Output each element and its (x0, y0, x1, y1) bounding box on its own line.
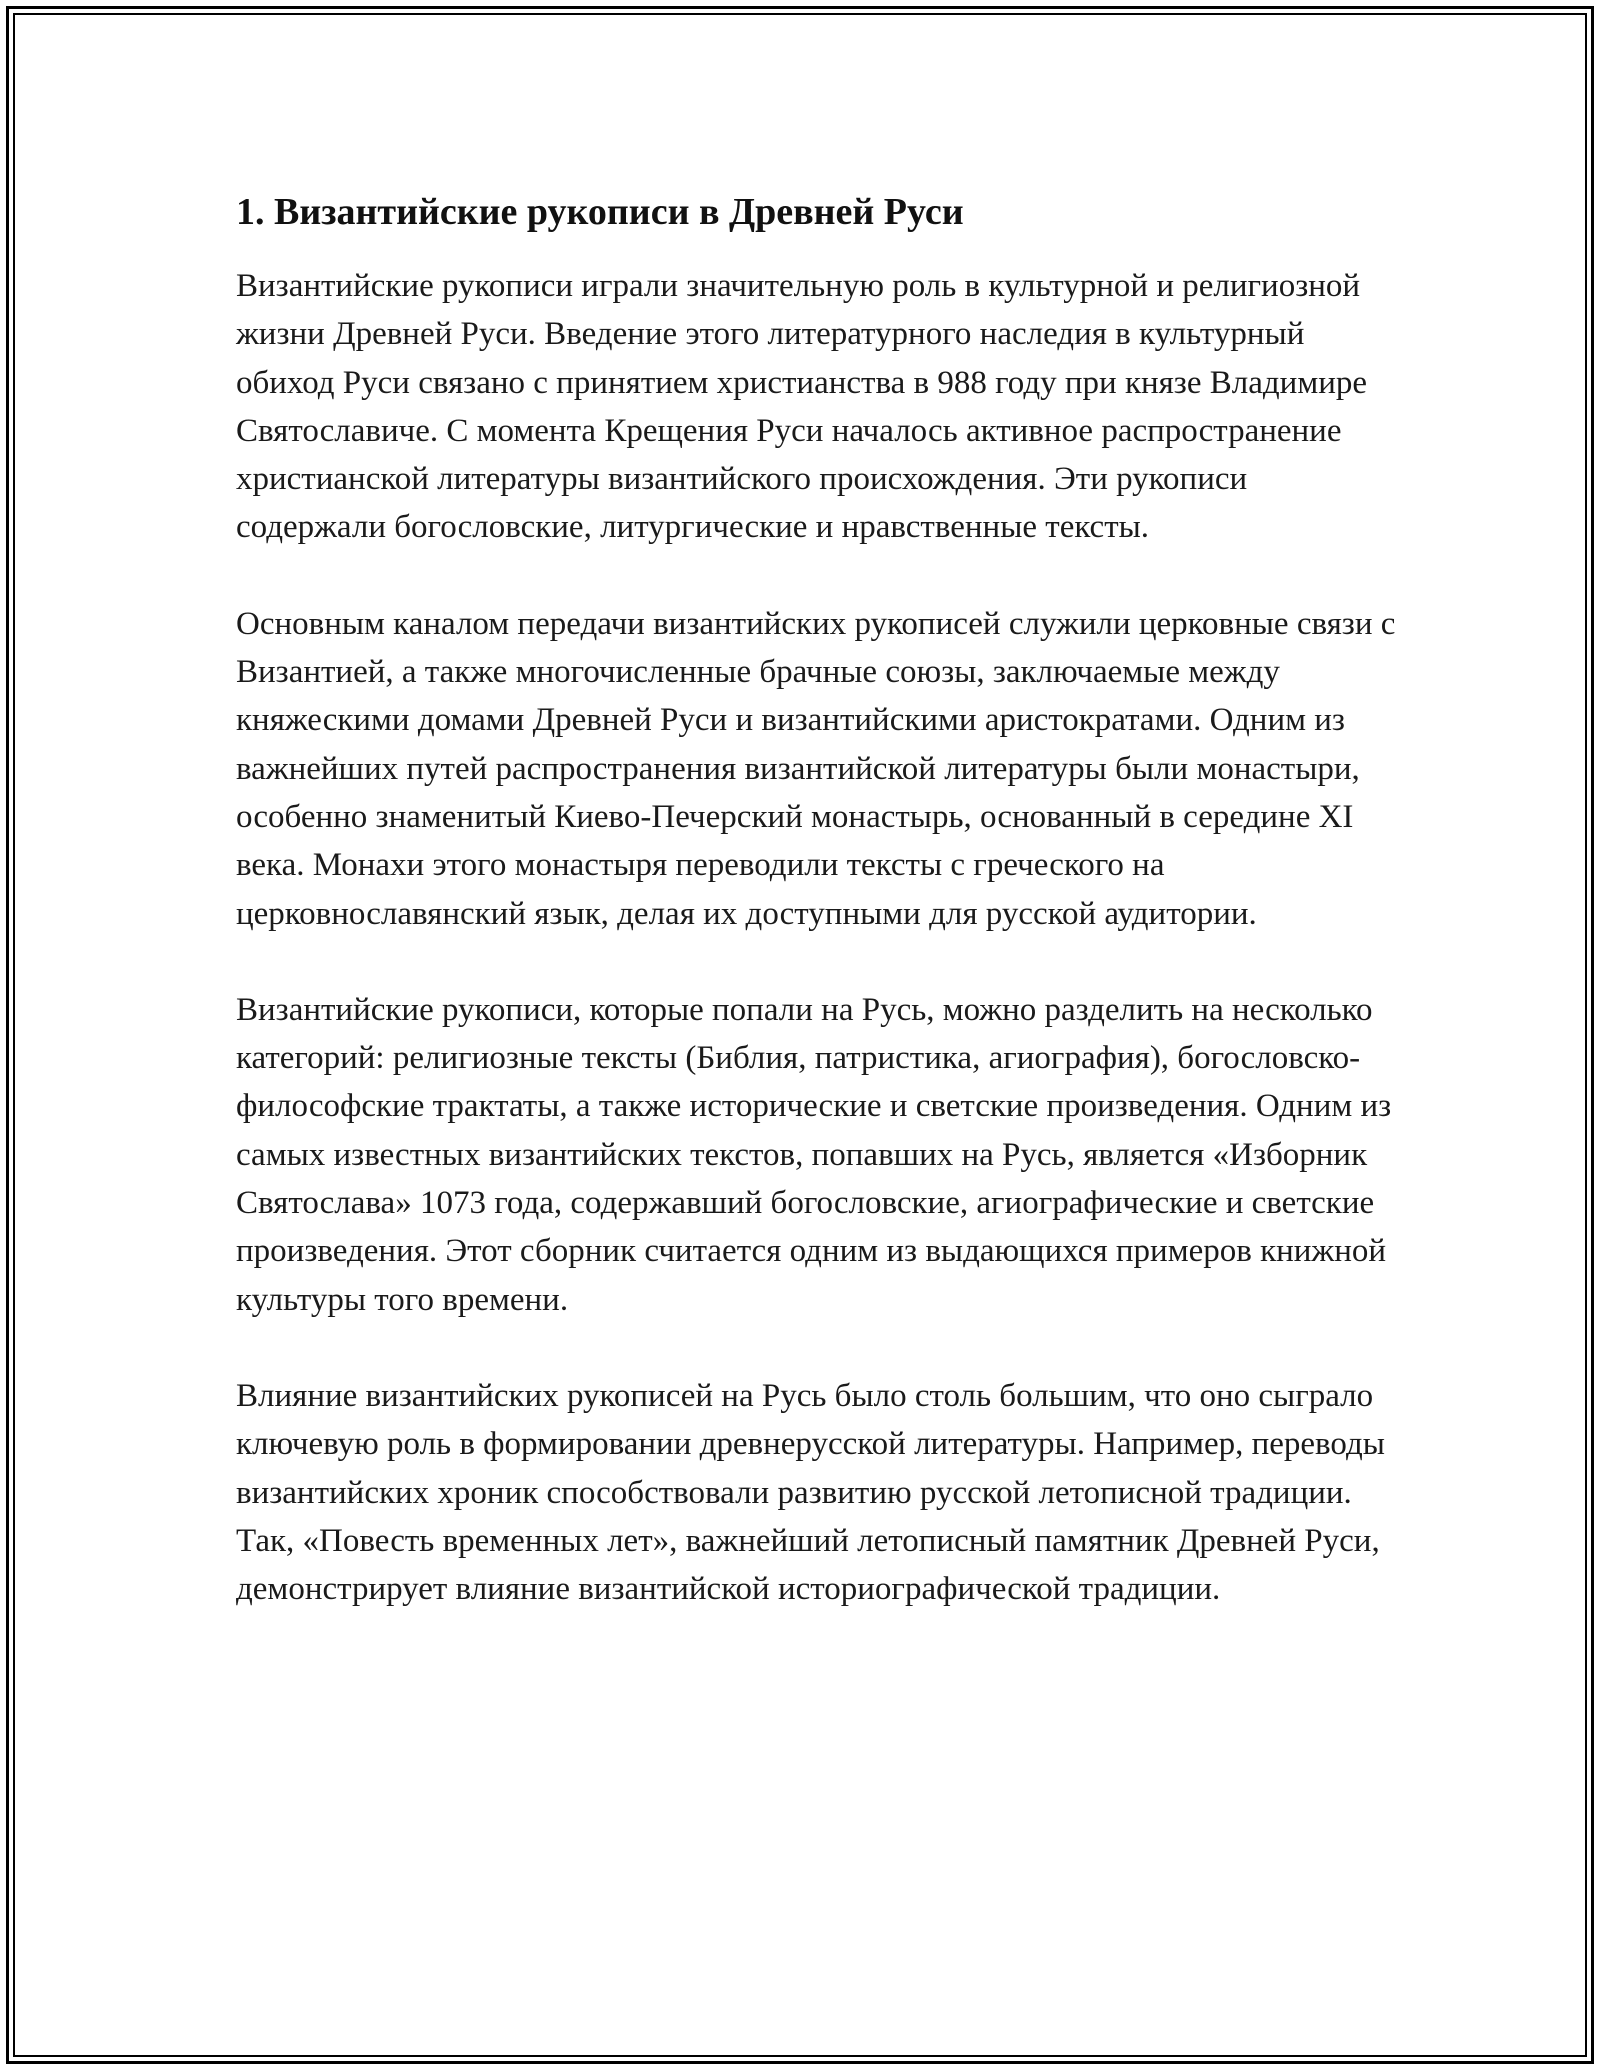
section-title: 1. Византийские рукописи в Древней Руси (236, 191, 964, 233)
document-body (236, 180, 1396, 1613)
paragraph-3: Византийские рукописи, которые попали на Русь, можно разделить на несколько категорий: религиозные тексты (Библия, патристика, агиография), богословско-философские трактаты, а также исторические и светские произведения. Одним из самых известных византийских текстов, попавших на Русь, является «Изборник Святослава» 1073 года, содержавший богословские, агиографические и светские произведения. Этот сборник считается одним из выдающихся примеров книжной культуры того времени. (236, 991, 1392, 1318)
paragraph-4: Влияние византийских рукописей на Русь было столь большим, что оно сыграло ключевую роль в формировании древнерусской литературы. Например, переводы византийских хроник способствовали развитию русской летописной традиции. Так, «Повесть временных лет», важнейший летописный памятник Древней Руси, демонстрирует влияние византийской историографической традиции. (236, 1377, 1385, 1608)
paragraph-1: Византийские рукописи играли значительную роль в культурной и религиозной жизни Древней Руси. Введение этого литературного наследия в культурный обиход Руси связано с принятием христианства в 988 году при князе Владимире Святославиче. С момента Крещения Руси началось активное распространение христианской литературы византийского происхождения. Эти рукописи содержали богословские, литургические и нравственные тексты. (236, 268, 1368, 546)
paragraph-2: Основным каналом передачи византийских рукописей служили церковные связи с Византией, а также многочисленные брачные союзы, заключаемые между княжескими домами Древней Руси и византийскими аристократами. Одним из важнейших путей распространения византийской литературы были монастыри, особенно знаменитый Киево-Печерский монастырь, основанный в середине XI века. Монахи этого монастыря переводили тексты с греческого на церковнославянский язык, делая их доступными для русской аудитории. (236, 605, 1396, 932)
